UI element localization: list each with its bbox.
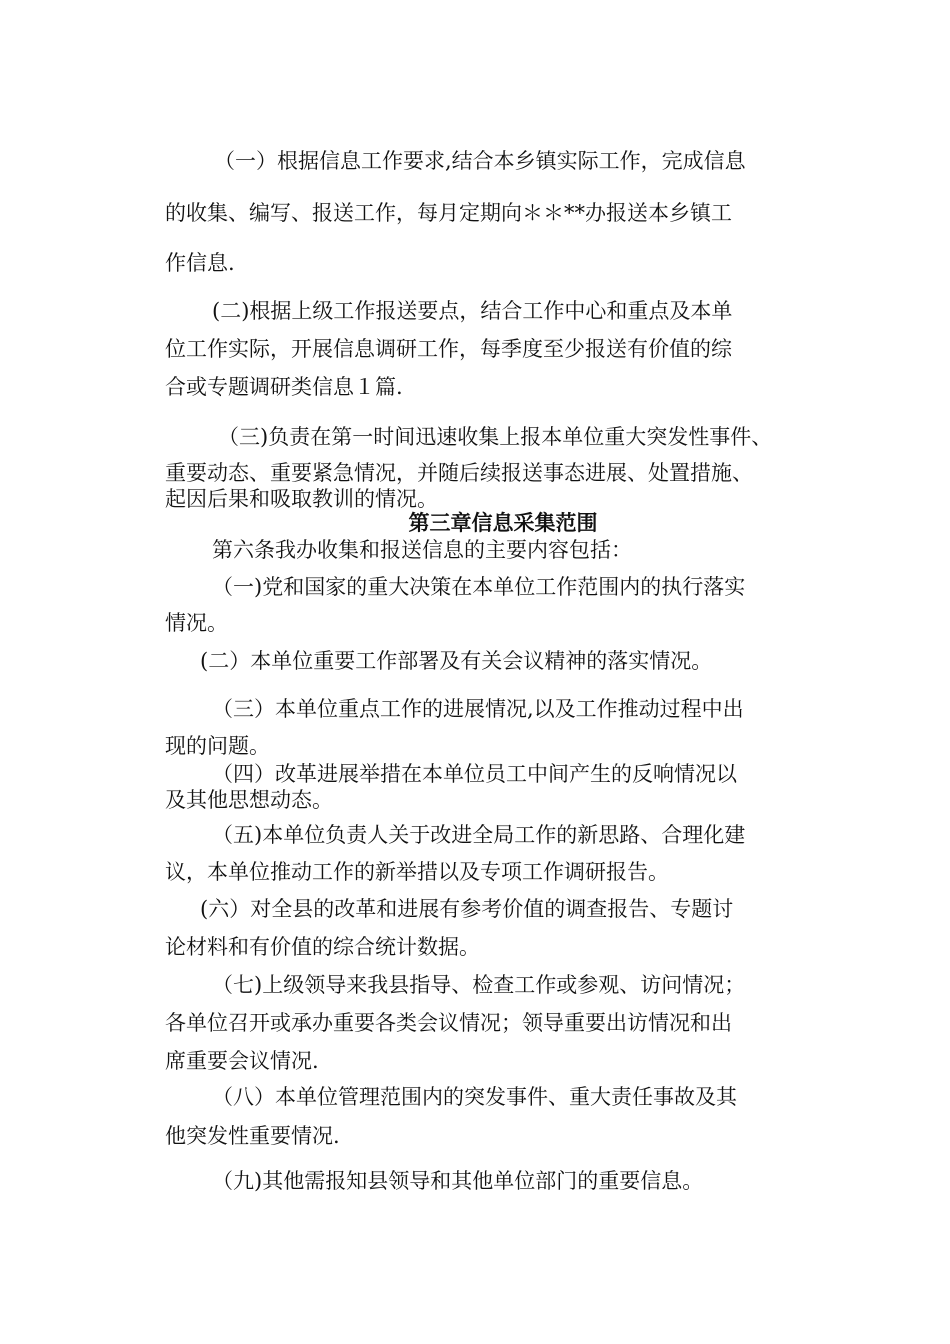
paragraph-3-line-3: 起因后果和吸取教训的情况。 (165, 487, 438, 511)
item-7-line-2: 各单位召开或承办重要各类会议情况；领导重要出访情况和出 (165, 1011, 732, 1035)
paragraph-1-line-1: （一）根据信息工作要求,结合本乡镇实际工作，完成信息 (214, 149, 746, 173)
paragraph-1-line-2: 的收集、编写、报送工作，每月定期向＊＊**办报送本乡镇工 (165, 201, 732, 225)
item-7-line-3: 席重要会议情况. (165, 1049, 319, 1073)
item-6-line-2: 论材料和有价值的综合统计数据。 (165, 935, 480, 959)
item-6-line-1: (六）对全县的改革和进展有参考价值的调查报告、专题讨 (200, 897, 734, 921)
item-4-line-2: 及其他思想动态。 (165, 788, 333, 812)
chapter-heading: 第三章信息采集范围 (408, 510, 598, 535)
item-4-line-1: （四）改革进展举措在本单位员工中间产生的反响情况以 (212, 762, 737, 786)
item-7-line-1: （七)上级领导来我县指导、检查工作或参观、访问情况； (212, 973, 746, 997)
paragraph-2-line-3: 合或专题调研类信息１篇. (165, 375, 403, 399)
item-8-line-1: （八）本单位管理范围内的突发事件、重大责任事故及其 (212, 1085, 737, 1109)
paragraph-2-line-1: (二)根据上级工作报送要点，结合工作中心和重点及本单 (212, 299, 733, 323)
item-3-line-2: 现的问题。 (165, 734, 270, 758)
item-5-line-2: 议，本单位推动工作的新举措以及专项工作调研报告。 (165, 860, 669, 884)
item-5-line-1: （五)本单位负责人关于改进全局工作的新思路、合理化建 (212, 823, 746, 847)
item-1-line-1: （一)党和国家的重大决策在本单位工作范围内的执行落实 (212, 575, 746, 599)
paragraph-3-line-1: （三)负责在第一时间迅速收集上报本单位重大突发性事件、 (218, 425, 773, 449)
paragraph-3-line-2: 重要动态、重要紧急情况，并随后续报送事态进展、处置措施、 (165, 461, 753, 485)
article-intro: 第六条我办收集和报送信息的主要内容包括： (212, 538, 632, 562)
item-3-line-1: （三）本单位重点工作的进展情况,以及工作推动过程中出 (212, 697, 744, 721)
item-8-line-2: 他突发性重要情况. (165, 1124, 340, 1148)
item-2-line-1: (二）本单位重要工作部署及有关会议精神的落实情况。 (200, 649, 713, 673)
paragraph-2-line-2: 位工作实际，开展信息调研工作，每季度至少报送有价值的综 (165, 337, 732, 361)
item-9-line-1: （九)其他需报知县领导和其他单位部门的重要信息。 (212, 1169, 704, 1193)
paragraph-1-line-3: 作信息. (165, 251, 235, 275)
item-1-line-2: 情况。 (165, 611, 228, 635)
